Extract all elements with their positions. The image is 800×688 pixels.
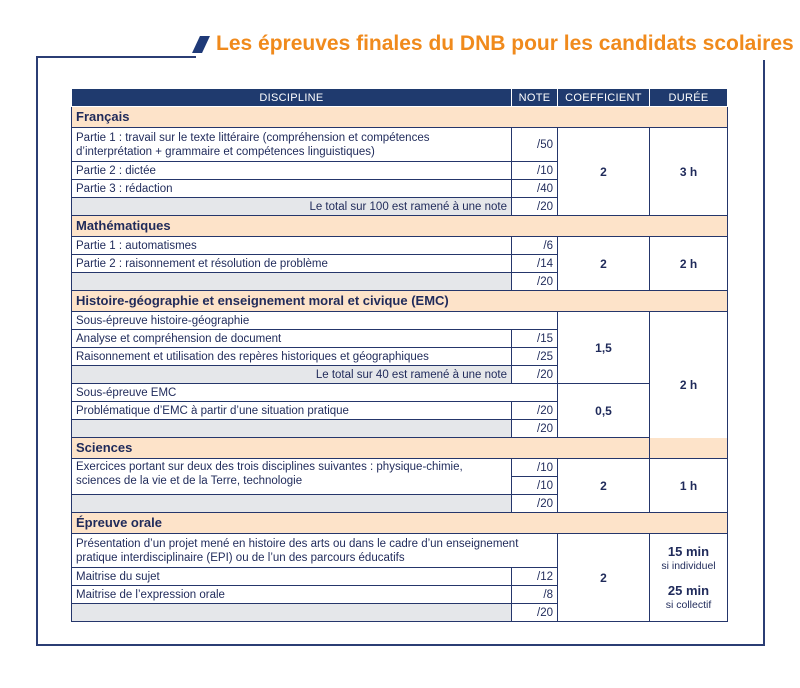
total-note: /20 <box>512 495 558 513</box>
page-title: Les épreuves finales du DNB pour les candidats scolaires <box>216 32 794 55</box>
row-label: Exercices portant sur deux des trois disciplines suivantes : physique-chimie, sciences de la vie et de la Terre, technologie <box>72 459 512 495</box>
row-note: /6 <box>512 237 558 255</box>
duree-oral <box>650 534 728 622</box>
duree-collectif: 25 min <box>667 582 710 598</box>
total-note: /20 <box>512 420 558 438</box>
coef-emc: 0,5 <box>558 384 650 438</box>
row-note: /50 <box>512 128 558 162</box>
row-note: /8 <box>512 586 558 604</box>
category-row-francais <box>72 107 728 128</box>
total-label <box>72 604 512 622</box>
header-note: NOTE <box>512 89 558 107</box>
table-row <box>72 128 728 162</box>
total-label <box>72 273 512 291</box>
table-row <box>72 384 728 402</box>
row-label: Partie 2 : dictée <box>72 162 512 180</box>
row-label: Partie 2 : raisonnement et résolution de problème <box>72 255 512 273</box>
total-note: /20 <box>512 198 558 216</box>
total-note: /20 <box>512 604 558 622</box>
category-francais: Français <box>72 107 728 128</box>
row-note: /12 <box>512 568 558 586</box>
coef-histoire: 1,5 <box>558 312 650 384</box>
row-label: Présentation d’un projet mené en histoire des arts ou dans le cadre d’un enseignement pratique interdisciplinaire (EPI) ou de l’un des parcours éducatifs <box>72 534 558 568</box>
category-sciences: Sciences <box>72 438 728 459</box>
total-label: Le total sur 100 est ramené à une note <box>72 198 512 216</box>
row-label: Maitrise de l’expression orale <box>72 586 512 604</box>
header-duree: DURÉE <box>650 89 728 107</box>
coef-francais: 2 <box>558 128 650 216</box>
category-row-sciences <box>72 438 728 459</box>
row-note: /25 <box>512 348 558 366</box>
total-label <box>72 420 512 438</box>
exam-table <box>71 88 728 622</box>
table-row <box>72 312 728 330</box>
table-row <box>72 237 728 255</box>
duree-individuel-note: si individuel <box>661 559 716 572</box>
row-label: Partie 1 : travail sur le texte littéraire (compréhension et compétences d’interprétation + grammaire et compétences linguistiques) <box>72 128 512 162</box>
category-oral: Épreuve orale <box>72 513 728 534</box>
row-note: /10 <box>512 162 558 180</box>
category-row-maths <box>72 216 728 237</box>
row-note: /10 <box>512 459 558 477</box>
table-row <box>72 534 728 568</box>
row-label: Partie 1 : automatismes <box>72 237 512 255</box>
title-block <box>196 30 794 58</box>
category-row-histoire <box>72 291 728 312</box>
header-coefficient: COEFFICIENT <box>558 89 650 107</box>
sub-heading: Sous-épreuve EMC <box>72 384 558 402</box>
slash-icon <box>192 36 210 53</box>
row-note: /14 <box>512 255 558 273</box>
total-note: /20 <box>512 366 558 384</box>
duree-maths: 2 h <box>650 237 728 291</box>
row-label: Maitrise du sujet <box>72 568 512 586</box>
header-discipline: DISCIPLINE <box>72 89 512 107</box>
row-label: Analyse et compréhension de document <box>72 330 512 348</box>
category-row-oral <box>72 513 728 534</box>
table-row <box>72 459 728 477</box>
total-label <box>72 495 512 513</box>
duree-collectif-note: si collectif <box>665 598 712 611</box>
total-note: /20 <box>512 273 558 291</box>
row-note: /40 <box>512 180 558 198</box>
category-histoire: Histoire-géographie et enseignement moral et civique (EMC) <box>72 291 728 312</box>
sub-heading: Sous-épreuve histoire-géographie <box>72 312 558 330</box>
total-label: Le total sur 40 est ramené à une note <box>72 366 512 384</box>
coef-oral: 2 <box>558 534 650 622</box>
row-note: /20 <box>512 402 558 420</box>
category-maths: Mathématiques <box>72 216 728 237</box>
row-note: /15 <box>512 330 558 348</box>
row-label: Raisonnement et utilisation des repères historiques et géographiques <box>72 348 512 366</box>
row-label: Problématique d’EMC à partir d’une situation pratique <box>72 402 512 420</box>
duree-histoire: 2 h <box>650 312 728 459</box>
table-header-row <box>72 89 728 107</box>
row-label: Partie 3 : rédaction <box>72 180 512 198</box>
spacer <box>654 573 723 583</box>
duree-individuel: 15 min <box>667 543 710 559</box>
row-note: /10 <box>512 477 558 495</box>
duree-sciences: 1 h <box>650 459 728 513</box>
coef-maths: 2 <box>558 237 650 291</box>
duree-francais: 3 h <box>650 128 728 216</box>
coef-sciences: 2 <box>558 459 650 513</box>
